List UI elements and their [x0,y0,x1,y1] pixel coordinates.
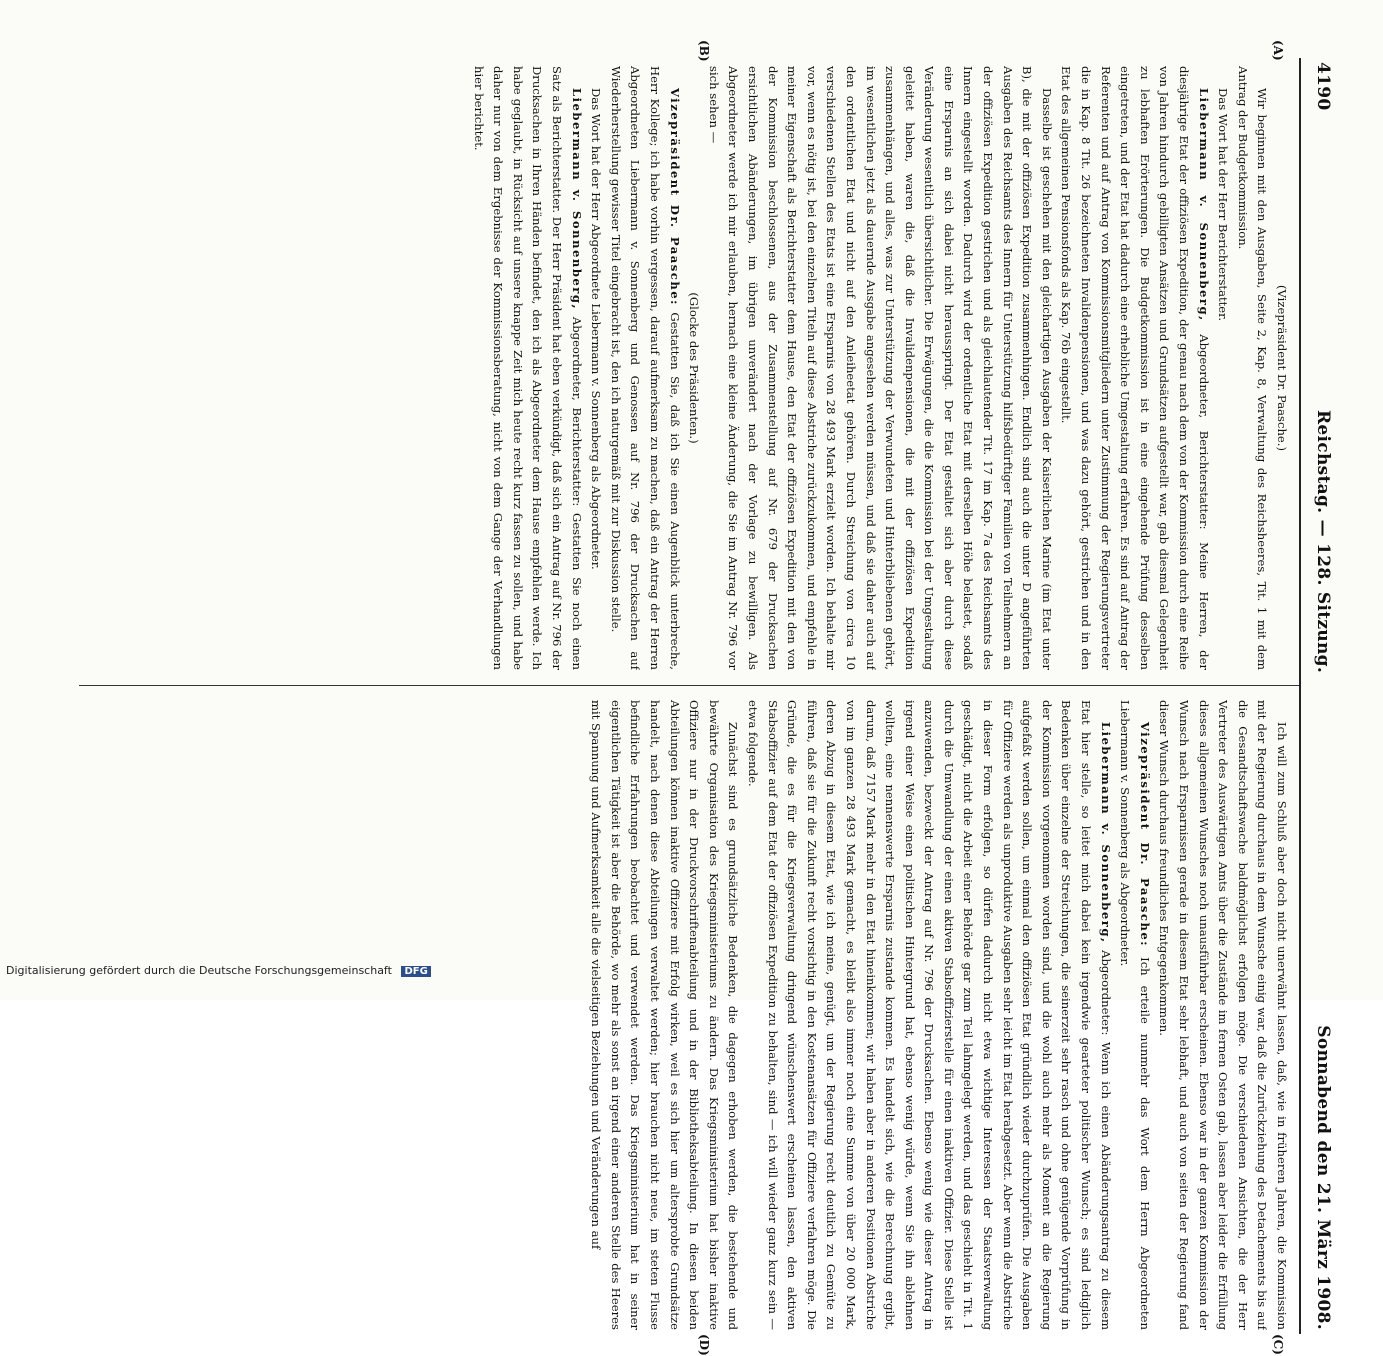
speech-text: Ich erteile nunmehr das Wort dem Herrn Abgeordneten Liebermann v. Sonnenberg als Abgeordneter. [1118,700,1152,1330]
text-paragraph: Dasselbe ist geschehen mit den gleichartigen Ausgaben der Kaiserlichen Marine (im Etat unter B), die mit der offiziösen Expedition zusammenhingen. Endlich sind auch die unter D angeführten Ausgaben des Reichsamts des Innern für Unterstützung hilfsbedürftiger Familien von Teilnehmern an der offiziösen Expedition gestrichen und als gleichlautender Tit. 17 im Kap. 7a des Reichsamts des Innern eingestellt worden. Dadurch wird der ordentliche Etat mit derselben Höhe belastet, sodaß eine Ersparnis an sich dabei nicht herausspringt. Der Etat gestaltet sich aber durch diese Veränderung wesentlich übersichtlicher. Die Erwägungen, die die Kommission bei der Umgestaltung geleitet haben, waren die, daß die Invalidenpensionen, die mit der offiziösen Expedition zusammenhängen, und alles, was zur Unterstützung der Verwundeten und Hinterbliebenen gehört, im wesentlichen jetzt als dauernde Ausgabe angesehen werden müssen, und daß sie daher auch auf den ordentlichen Etat und nicht auf den Anleiheetat gehören. Durch Streichung von circa 10 verschiedenen Stellen des Etats ist eine Ersparnis von 28 493 Mark erzielt worden. Ich behalte mir vor, wenn es nötig ist, bei den einzelnen Titeln auf diese Abstriche zurückzukommen, und empfehle in meiner Eigenschaft als Berichterstatter dem Hause, den Etat der offiziösen Expedition mit den von der Kommission beschlossenen, aus der Zusammenstellung auf Nr. 679 der Drucksachen ersichtlichen Abänderungen, im übrigen unverändert nach der Vorlage zu bewilligen. Als Abgeordneter werde ich mir erlauben, hernach eine kleine Änderung, die Sie im Antrag Nr. 796 vor sich sehen — [706,66,1054,670]
speech-text: Gestatten Sie, daß ich Sie einen Augenblick unterbreche, Herr Kollege; ich habe vorhin vergessen, darauf aufmerksam zu machen, daß ein Antrag der Herren Abgeordneten Liebermann v. Sonnenberg und Genossen auf Nr. 796 der Drucksachen auf Wiederherstellung gewisser Titel eingebracht ist, den ich naturgemäß mit zur Diskussion stelle. [608,66,682,670]
margin-marker-a: (A) [1271,40,1285,61]
page-header [1303,62,1333,1330]
speech-text: Abgeordneter: Wenn ich einen Abänderungsantrag zu diesem Etat hier stelle, so leitet mich dabei kein irgendwie gearteter politischer Wunsch; es sind lediglich Bedenken über einzelne der Streichungen, die seinerzeit sehr rasch und ohne genügende Vorprüfung in der Kommission vorgenommen worden sind, und die wohl auch mehr als Moment an die Regierung aufgefaßt werden sollen, um einmal den offiziösen Etat gründlich wieder durchzuprüfen. Die Ausgaben für Offiziere werden als unproduktive Ausgaben sehr leicht im Etat herabgesetzt. Aber wenn die Abstriche in dieser Form erfolgen, so dürfen dadurch nicht etwa wichtige Interessen der Staatsverwaltung geschädigt, nicht die Arbeit einer Behörde gar zum Teil lahmgelegt werden, und das geschieht in Tit. 1 durch die Umwandlung der einen aktiven Stabsoffizierstelle für einen inaktiven Offizier. Diese Stelle ist anzuwenden, bezweckt der Antrag auf Nr. 796 der Drucksachen. Ebenso wenig wie dieser Antrag in irgend einer Weise einen politischen Hintergrund hat, ebenso wenig würde, wenn Sie ihn ablehnen wollten, eine nennenswerte Ersparnis zustande kommen. Es handelt sich, wie die Berechnung ergibt, darum, daß 7157 Mark mehr in den Etat hineinkommen; wir haben aber in anderen Positionen Abstriche von im ganzen 28 493 Mark gemacht, es bleibt also immer noch eine Summe von über 20 000 Mark, deren Abzug in diesem Etat, wie ich meine, genügt, um der Regierung recht deutlich zu Gemüte zu führen, daß sie für die Zukunft recht vorsichtig in den Kostenansätzen für Offiziere verfahren möge. Die Gründe, die es für die Kriegsverwaltung dringend wünschenswert erscheinen lassen, den aktiven Stabsoffizier auf dem Etat der offiziösen Expedition zu behalten, sind — ich will wieder ganz kurz sein — etwa folgende. [745,700,1113,1330]
speech-paragraph [1115,700,1154,1330]
speech-paragraph [468,66,586,670]
margin-marker-b: (B) [697,40,711,62]
page-number: 4190 [1313,62,1333,111]
column-divider [79,685,1299,686]
speech-paragraph [605,66,683,670]
centered-line: (Glocke des Präsidenten.) [687,292,702,444]
digitization-note [6,964,1306,982]
text-paragraph: Wir beginnen mit den Ausgaben, Seite 2, Kap. 8, Verwaltung des Reichsheeres, Tit. 1 mit dem Antrag der Budgetkommission. [1235,66,1270,670]
text-paragraph: Ich will zum Schluß aber doch nicht unerwähnt lassen, daß, wie in früheren Jahren, die Kommission mit der Regierung durchaus in dem Wunsche einig war, daß die Zurückziehung des Detachements bis auf die Gesandtschaftswache baldmöglichst erfolgen möge. Die verschiedenen Ansichten, die der Herr Vertreter des Auswärtigen Amts über die Zustände im fernen Osten gab, lassen aber leider die Erfüllung dieses allgemeinen Wunsches noch unausführbar erscheinen. Ebenso war in der ganzen Kommission der Wunsch nach Ersparnissen gerade in diesem Etat sehr lebhaft, und auch von seiten der Regierung fand dieser Wunsch durchaus freundliches Entgegenkommen. [1157,700,1289,1330]
text-paragraph: Das Wort hat der Herr Abgeordnete Liebermann v. Sonnenberg als Abgeordneter. [589,88,604,570]
speaker-name: Vizepräsident Dr. Paasche: [1137,722,1152,948]
speaker-name: Vizepräsident Dr. Paasche: [667,88,682,306]
right-column [63,700,1291,1330]
speech-paragraph [742,700,1114,1330]
speech-text: Abgeordneter, Berichterstatter: Gestatten Sie noch einen Satz als Berichterstatter. Der Herr Präsident hat eben verkündigt, daß sich ein Antrag auf Nr. 796 der Drucksachen in Ihren Händen befindet, den ich als Abgeordneter dem Hause empfehlen werde. Ich habe geglaubt, in Rücksicht auf unsere knappe Zeit mich heute recht kurz fassen zu sollen, und habe daher nur von dem Ergebnisse der Kommissionsberatung, nicht von dem Gange der Verhandlungen hier berichtet. [471,66,584,670]
dfg-logo: DFG [401,966,430,977]
speaker-name: Liebermann v. Sonnenberg, [1196,88,1211,322]
running-title: Reichstag. — 128. Sitzung. [1313,410,1333,674]
session-date: Sonnabend den 21. März 1908. [1313,1025,1333,1330]
digitization-credit: Digitalisierung gefördert durch die Deutsche Forschungsgemeinschaft [6,964,392,977]
text-paragraph: Das Wort hat der Herr Berichterstatter. [1216,88,1231,322]
left-column [63,66,1291,670]
speech-paragraph [1056,66,1213,670]
text-paragraph: Zunächst sind es grundsätzliche Bedenken, die dagegen erhoben werden, die bestehende und bewährte Organisation des Kriegsministeriums zu ändern. Das Kriegsministerium hat bisher inaktive Offiziere nur in der Druckvorschriftenabteilung und in der Bibliotheksabteilung. In diesen beiden Abteilungen können inaktive Offiziere mit Erfolg wirken, weil es sich hier um altersprobte Grundsätze handelt, nach denen diese Abteilungen verwaltet werden; hier brauchen nicht neue, im steten Flusse befindliche Erfahrungen beobachtet und verwendet werden. Das Kriegsministerium hat in seiner eigentlichen Tätigkeit ist aber die Behörde, wo mehr als sonst an irgend einer anderen Stelle des Heeres mit Spannung und Aufmerksamkeit alle die vielseitigen Beziehungen und Veränderungen auf [589,700,741,1330]
speech-text: Abgeordneter, Berichterstatter: Meine Herren, der diesjährige Etat der offiziösen Expedition, der genau nach dem von der Kommission durch eine Reihe von Jahren hindurch gebilligten Ansätzen und Grundsätzen aufgestellt war, gab diesmal Gelegenheit zu lebhaften Erörterungen. Die Budgetkommission ist in eine eingehende Prüfung desselben eingetreten, und der Etat hat dadurch eine erhebliche Umgestaltung erfahren. Es sind auf Antrag der Referenten und auf Antrag von Kommissionsmitgliedern unter Zustimmung der Regierungsvertreter die in Kap. 8 Tit. 26 bezeichneten Invalidenpensionen, und was dazu gehört, gestrichen und in den Etat des allgemeinen Pensionsfonds als Kap. 76b eingestellt. [1059,66,1211,670]
header-rule [1299,58,1301,1334]
speaker-name: Liebermann v. Sonnenberg, [569,88,584,311]
speaker-name: Liebermann v. Sonnenberg, [1098,722,1113,944]
centered-line: (Vizepräsident Dr. Paasche.) [1275,284,1289,451]
margin-marker-c: (C) [1271,1334,1285,1355]
margin-marker-d: (D) [697,1334,711,1356]
